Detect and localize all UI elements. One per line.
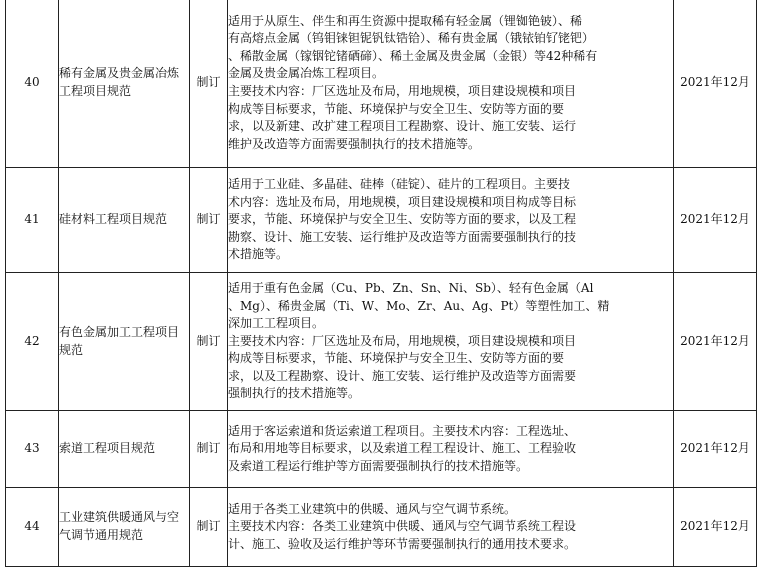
- standard-name: 有色金属加工工程项目规范: [59, 273, 190, 411]
- row-number: 43: [6, 411, 59, 488]
- description-line: 适用于从原生、伴生和再生资源中提取稀有轻金属（锂铷铯铍）、稀: [228, 13, 583, 28]
- row-number: 42: [6, 273, 59, 411]
- description-line: 术措施等。: [228, 247, 289, 262]
- description-line: 及索道工程运行维护等方面需要强制执行的技术措施等。: [228, 458, 529, 473]
- planned-date: 2021年12月: [674, 273, 757, 411]
- table-row: [6, 411, 757, 488]
- planned-date: 2021年12月: [674, 411, 757, 488]
- standard-description: [228, 488, 674, 567]
- table-row: [6, 0, 757, 168]
- table-row: [6, 273, 757, 411]
- standard-name: 稀有金属及贵金属冶炼工程项目规范: [59, 0, 190, 168]
- description-line: 主要技术内容：各类工业建筑中供暖、通风与空气调节系统工程设: [228, 519, 577, 534]
- standard-description: [228, 168, 674, 273]
- description-line: 适用于各类工业建筑中的供暖、通风与空气调节系统。: [228, 501, 517, 516]
- description-line: 金属及贵金属冶炼工程项目。: [228, 66, 385, 81]
- description-line: 求，以及新建、改扩建工程项目工程勘察、设计、施工安装、运行: [228, 119, 577, 134]
- description-line: 强制执行的技术措施等。: [228, 386, 361, 401]
- description-line: 深加工工程项目。: [228, 316, 325, 331]
- description-line: 适用于重有色金属（Cu、Pb、Zn、Sn、Ni、Sb）、轻有色金属（Al: [228, 280, 594, 295]
- work-type: 制订: [190, 168, 228, 273]
- description-line: 维护及改造等方面需要强制执行的技术措施等。: [228, 136, 481, 151]
- row-number: 41: [6, 168, 59, 273]
- table-row: [6, 488, 757, 567]
- description-line: 、稀散金属（镓铟铊锗硒碲）、稀土金属及贵金属（金银）等42种稀有: [228, 48, 598, 63]
- row-number: 40: [6, 0, 59, 168]
- planned-date: 2021年12月: [674, 488, 757, 567]
- standards-table: [5, 0, 757, 567]
- standard-name: 索道工程项目规范: [59, 411, 190, 488]
- standard-name: 硅材料工程项目规范: [59, 168, 190, 273]
- work-type: 制订: [190, 411, 228, 488]
- description-line: 适用于客运索道和货运索道工程项目。主要技术内容：工程选址、: [228, 423, 577, 438]
- table-row: [6, 168, 757, 273]
- planned-date: 2021年12月: [674, 0, 757, 168]
- description-line: 构成等目标要求，节能、环境保护与安全卫生、安防等方面的要: [228, 101, 565, 116]
- standard-description: [228, 411, 674, 488]
- work-type: 制订: [190, 488, 228, 567]
- description-line: 、Mg）、稀贵金属（Ti、W、Mo、Zr、Au、Ag、Pt）等塑性加工、精: [228, 298, 610, 313]
- description-line: 勘察、设计、施工安装、运行维护及改造等方面需要强制执行的技: [228, 229, 577, 244]
- standard-description: [228, 0, 674, 168]
- description-line: 主要技术内容：厂区选址及布局，用地规模，项目建设规模和项目: [228, 333, 577, 348]
- description-line: 主要技术内容：厂区选址及布局，用地规模，项目建设规模和项目: [228, 84, 577, 98]
- work-type: 制订: [190, 273, 228, 411]
- description-line: 布局和用地等目标要求，以及索道工程工程设计、施工、工程验收: [228, 441, 577, 456]
- work-type: 制订: [190, 0, 228, 168]
- planned-date: 2021年12月: [674, 168, 757, 273]
- standard-description: [228, 273, 674, 411]
- description-line: 有高熔点金属（钨钼铼钽铌钒钛锆铪）、稀有贵金属（锇铱铂钌铑钯）: [228, 31, 595, 46]
- description-line: 术内容：选址及布局，用地规模，项目建设规模和项目构成等目标: [228, 194, 577, 209]
- description-line: 求，以及工程勘察、设计、施工安装、运行维护及改造等方面需要: [228, 368, 577, 383]
- row-number: 44: [6, 488, 59, 567]
- description-line: 构成等目标要求，节能、环境保护与安全卫生、安防等方面的要: [228, 351, 565, 366]
- standard-name: 工业建筑供暖通风与空气调节通用规范: [59, 488, 190, 567]
- description-line: 要求，节能、环境保护与安全卫生、安防等方面的要求，以及工程: [228, 212, 577, 227]
- description-line: 计、施工、验收及运行维护等环节需要强制执行的通用技术要求。: [228, 536, 577, 551]
- description-line: 适用于工业硅、多晶硅、硅棒（硅锭）、硅片的工程项目。主要技: [228, 177, 571, 192]
